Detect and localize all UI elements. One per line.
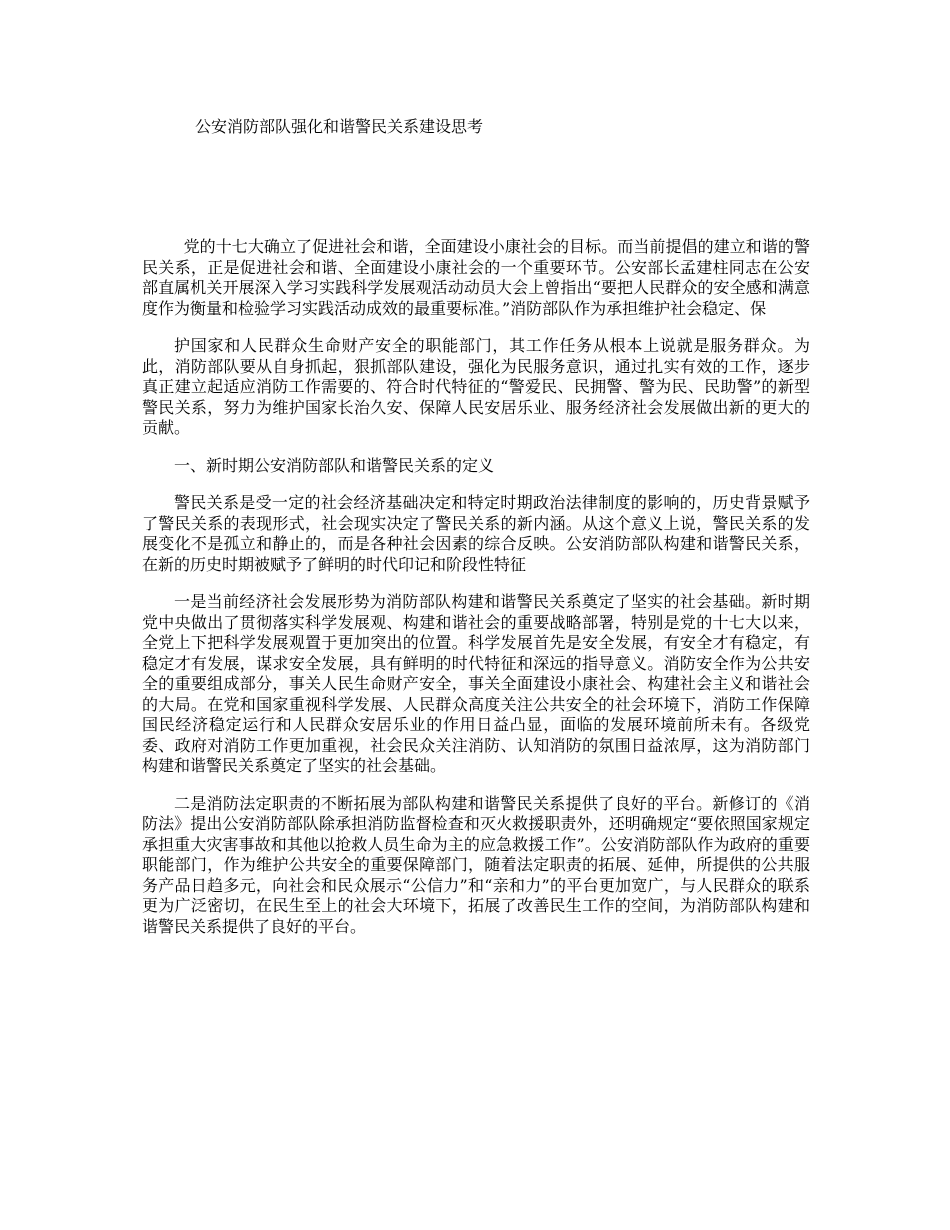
section-heading: 一、新时期公安消防部队和谐警民关系的定义	[174, 455, 495, 475]
paragraph-intro: 党的十七大确立了促进社会和谐，全面建设小康社会的目标。而当前提倡的建立和谐的警民关系，正是促进社会和谐、全面建设小康社会的一个重要环节。公安部长孟建柱同志在公安部直属机关开展深入学习实践科学发展观活动动员大会上曾指出“要把人民群众的安全感和满意度作为衡量和检验学习实践活动成效的最重要标准。”消防部队作为承担维护社会稳定、保	[142, 237, 810, 318]
paragraph-point-two: 二是消防法定职责的不断拓展为部队构建和谐警民关系提供了良好的平台。新修订的《消防法》提出公安消防部队除承担消防监督检查和灭火救援职责外，还明确规定“要依照国家规定承担重大灾害事故和其他以抢救人员生命为主的应急救援工作”。公安消防部队作为政府的重要职能部门，作为维护公共安全的重要保障部门，随着法定职责的拓展、延伸，所提供的公共服务产品日趋多元，向社会和民众展示“公信力”和“亲和力”的平台更加宽广，与人民群众的联系更为广泛密切，在民生至上的社会大环境下，拓展了改善民生工作的空间，为消防部队构建和谐警民关系提供了良好的平台。	[142, 793, 810, 936]
document-body	[142, 237, 810, 954]
document-title: 公安消防部队强化和谐警民关系建设思考	[195, 117, 484, 136]
paragraph-point-one: 一是当前经济社会发展形势为消防部队构建和谐警民关系奠定了坚实的社会基础。新时期党中央做出了贯彻落实科学发展观、构建和谐社会的重要战略部署，特别是党的十七大以来，全党上下把科学发展观置于更加突出的位置。科学发展首先是安全发展，有安全才有稳定，有稳定才有发展，谋求安全发展，具有鲜明的时代特征和深远的指导意义。消防安全作为公共安全的重要组成部分，事关人民生命财产安全，事关全面建设小康社会、构建社会主义和谐社会的大局。在党和国家重视科学发展、人民群众高度关注公共安全的社会环境下，消防工作保障国民经济稳定运行和人民群众安居乐业的作用日益凸显，面临的发展环境前所未有。各级党委、政府对消防工作更加重视，社会民众关注消防、认知消防的氛围日益浓厚，这为消防部门构建和谐警民关系奠定了坚实的社会基础。	[142, 592, 810, 775]
paragraph-definition: 警民关系是受一定的社会经济基础决定和特定时期政治法律制度的影响的，历史背景赋予了警民关系的表现形式，社会现实决定了警民关系的新内涵。从这个意义上说，警民关系的发展变化不是孤立和静止的，而是各种社会因素的综合反映。公安消防部队构建和谐警民关系，在新的历史时期被赋予了鲜明的时代印记和阶段性特征	[142, 493, 810, 574]
paragraph-intro-continued: 护国家和人民群众生命财产安全的职能部门，其工作任务从根本上说就是服务群众。为此，消防部队要从自身抓起，狠抓部队建设，强化为民服务意识，通过扎实有效的工作，逐步真正建立起适应消防工作需要的、符合时代特征的“警爱民、民拥警、警为民、民助警”的新型警民关系，努力为维护国家长治久安、保障人民安居乐业、服务经济社会发展做出新的更大的贡献。	[142, 336, 810, 437]
